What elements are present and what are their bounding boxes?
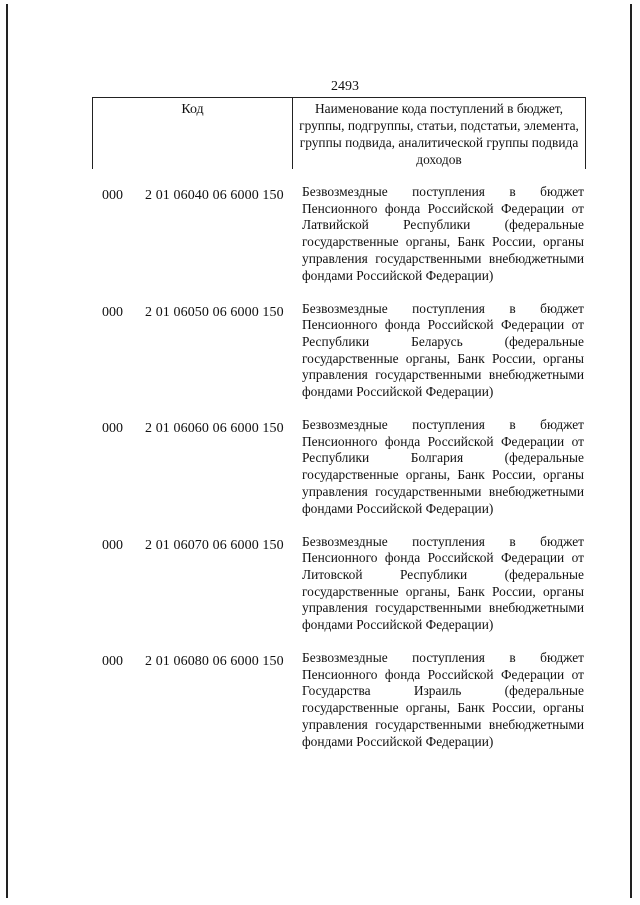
row-admin-code: 000 (102, 188, 123, 203)
row-description: Безвозмездные поступления в бюджет Пенсионного фонда Российской Федерации от Государства Израиль (федеральные государственные органы, Банк России, органы управления государственными внебюджетными фондами Российской Федерации) (302, 650, 584, 749)
table-row (0, 301, 640, 418)
row-income-code: 2 01 06060 06 6000 150 (145, 421, 284, 436)
header-code-column: Код (93, 98, 293, 169)
row-admin-code: 000 (102, 304, 123, 320)
table-row (0, 417, 640, 534)
row-description: Безвозмездные поступления в бюджет Пенсионного фонда Российской Федерации от Латвийской Республики (федеральные государственные органы, Банк России, органы управления государственными внебюджетными фондами Российской Федерации) (302, 184, 584, 283)
table-body (0, 184, 640, 767)
row-admin-code: 000 (102, 654, 123, 669)
row-admin-code: 000 (102, 537, 123, 553)
row-income-code: 2 01 06080 06 6000 150 (145, 654, 284, 669)
table-header (92, 97, 586, 169)
row-income-code: 2 01 06050 06 6000 150 (145, 304, 284, 320)
row-income-code: 2 01 06070 06 6000 150 (145, 537, 284, 553)
header-name-column: Наименование кода поступлений в бюджет, группы, подгруппы, статьи, подстатьи, элемента, группы подвида, аналитической группы подвида доходов (299, 101, 579, 167)
row-description: Безвозмездные поступления в бюджет Пенсионного фонда Российской Федерации от Республики Болгария (федеральные государственные органы, Банк России, органы управления государственными внебюджетными фондами Российской Федерации) (302, 417, 584, 516)
table-row (0, 184, 640, 301)
row-income-code: 2 01 06040 06 6000 150 (145, 188, 284, 203)
page-number: 2493 (331, 79, 359, 94)
table-row (0, 650, 640, 767)
row-description: Безвозмездные поступления в бюджет Пенсионного фонда Российской Федерации от Республики Беларусь (федеральные государственные органы, Банк России, органы управления государственными внебюджетными фондами Российской Федерации) (302, 300, 584, 400)
table-row (0, 534, 640, 651)
row-description: Безвозмездные поступления в бюджет Пенсионного фонда Российской Федерации от Литовской Республики (федеральные государственные органы, Банк России, органы управления государственными внебюджетными фондами Российской Федерации) (302, 533, 584, 633)
row-admin-code: 000 (102, 421, 123, 436)
